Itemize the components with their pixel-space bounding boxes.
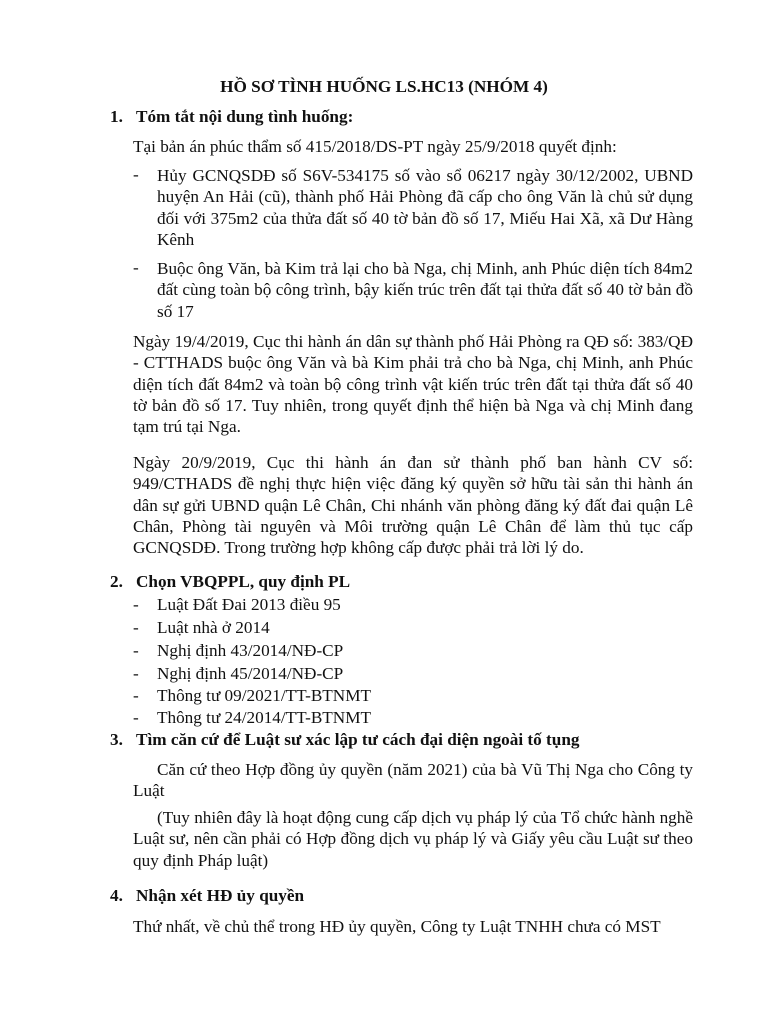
section-4-number: 4. [110, 886, 123, 905]
section-1-heading [110, 107, 353, 127]
section-1-bullet [133, 258, 693, 322]
bullet-dash: - [133, 595, 139, 614]
bullet-dash: - [133, 708, 139, 727]
law-list-item-text: Nghị định 45/2014/NĐ-CP [157, 664, 344, 683]
bullet-dash: - [133, 258, 139, 277]
section-1-paragraph: Ngày 20/9/2019, Cục thi hành án đan sử thành phố ban hành CV số: 949/CTHADS đề nghị thực hiện việc đăng ký quyền sở hữu tài sản thi hành án dân sự gửi UBND quận Lê Chân, Chi nhánh văn phòng đăng ký đất đai quận Lê Chân, Phòng tài nguyên và Môi trường quận Lê Chân để làm thủ tục cấp GCNQSDĐ. Trong trường hợp không cấp được phải trả lời lý do. [133, 453, 693, 558]
law-list-item [133, 664, 343, 684]
section-1-bullet-text: Hủy GCNQSDĐ số S6V-534175 số vào sổ 06217 ngày 30/12/2002, UBND huyện An Hải (cũ), thành phố Hải Phòng đã cấp cho ông Văn là chủ sử dụng đối với 375m2 của thửa đất số 40 tờ bản đồ số 17, Miếu Hai Xã, xã Dư Hàng Kênh [157, 166, 693, 249]
law-list-item-text: Luật Đất Đai 2013 điều 95 [157, 595, 341, 614]
law-list-item [133, 595, 341, 615]
section-1-bullet-text: Buộc ông Văn, bà Kim trả lại cho bà Nga, chị Minh, anh Phúc diện tích 84m2 đất cùng toàn bộ công trình, bậy kiến trúc trên đất tại thửa đất số 40 tờ bản đồ số 17 [157, 259, 693, 321]
section-1-number: 1. [110, 107, 123, 126]
section-4-heading [110, 886, 304, 906]
bullet-dash: - [133, 165, 139, 184]
section-1-intro: Tại bản án phúc thẩm số 415/2018/DS-PT ngày 25/9/2018 quyết định: [133, 137, 617, 156]
section-3-heading [110, 730, 579, 750]
section-1-title: Tóm tắt nội dung tình huống: [136, 107, 354, 126]
bullet-dash: - [133, 618, 139, 637]
law-list-item-text: Luật nhà ở 2014 [157, 618, 270, 637]
bullet-dash: - [133, 686, 139, 705]
bullet-dash: - [133, 664, 139, 683]
section-4-title: Nhận xét HĐ ủy quyền [136, 886, 305, 905]
law-list-item [133, 618, 270, 638]
law-list-item-text: Thông tư 09/2021/TT-BTNMT [157, 686, 371, 705]
law-list-item [133, 686, 371, 706]
section-4-paragraph: Thứ nhất, về chủ thể trong HĐ ủy quyền, Công ty Luật TNHH chưa có MST [133, 917, 661, 936]
section-3-number: 3. [110, 730, 123, 749]
law-list-item-text: Thông tư 24/2014/TT-BTNMT [157, 708, 371, 727]
bullet-dash: - [133, 641, 139, 660]
document-title: HỒ SƠ TÌNH HUỐNG LS.HC13 (NHÓM 4) [220, 77, 548, 96]
law-list-item [133, 708, 371, 728]
section-2-number: 2. [110, 572, 123, 591]
law-list-item-text: Nghị định 43/2014/NĐ-CP [157, 641, 344, 660]
law-list-item [133, 641, 343, 661]
section-2-title: Chọn VBQPPL, quy định PL [136, 572, 351, 591]
section-1-bullet [133, 165, 693, 250]
section-3-title: Tìm căn cứ để Luật sư xác lập tư cách đại diện ngoài tố tụng [136, 730, 580, 749]
section-1-paragraph: Ngày 19/4/2019, Cục thi hành án dân sự thành phố Hải Phòng ra QĐ số: 383/QĐ - CTTHADS buộc ông Văn và bà Kim phải trả cho bà Nga, chị Minh, anh Phúc diện tích đất 84m2 và toàn bộ công trình vật kiến trúc trên đất tại thửa đất số 40 tờ bản đồ số 17. Tuy nhiên, trong quyết định thể hiện bà Nga và chị Minh đang tạm trú tại Nga. [133, 332, 693, 437]
section-3-paragraph: Căn cứ theo Hợp đồng ủy quyền (năm 2021) của bà Vũ Thị Nga cho Công ty Luật [133, 760, 693, 801]
section-3-paragraph: (Tuy nhiên đây là hoạt động cung cấp dịch vụ pháp lý của Tổ chức hành nghề Luật sư, nên cần phải có Hợp đồng dịch vụ pháp lý và Giấy yêu cầu Luật sư theo quy định Pháp luật) [133, 808, 693, 870]
section-2-heading [110, 572, 350, 592]
